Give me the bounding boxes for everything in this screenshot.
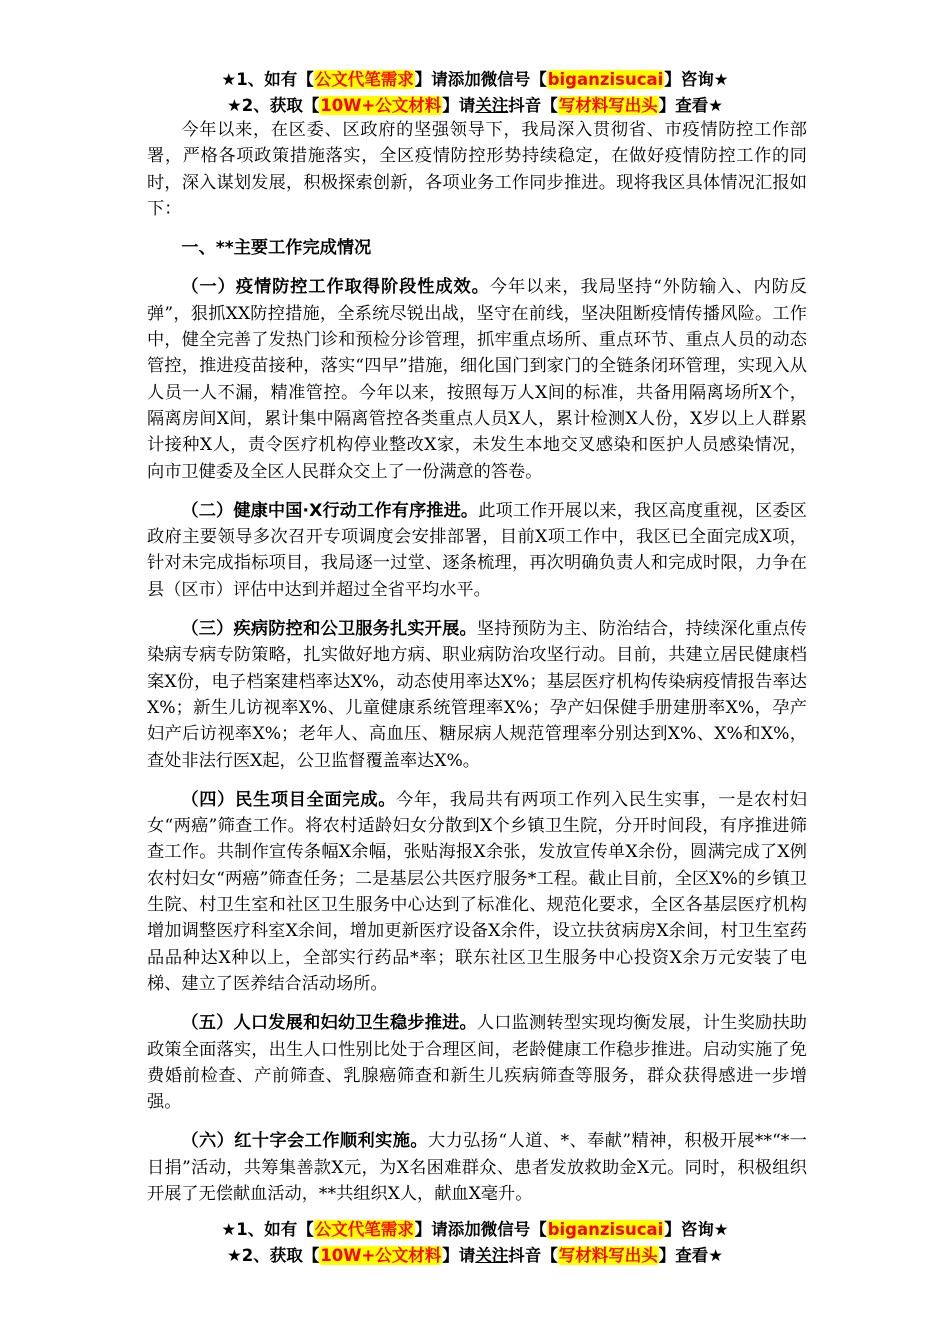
item-paragraph <box>147 787 807 997</box>
item-lead: （六）红十字会工作顺利实施。 <box>181 1131 428 1152</box>
ad-text: 微信号【 <box>480 1220 547 1239</box>
item-lead: （三）疾病防控和公卫服务扎实开展。 <box>181 619 477 640</box>
document-body <box>147 117 807 1207</box>
item-text: 坚持预防为主、防治结合，持续深化重点传染病专病专防策略，扎实做好地方病、职业病防治攻坚行动。目前，共建立居民健康档案X份，电子档案建档率达X%，动态使用率达X%；基层医疗机构传染病疫情报告率达X%；新生儿访视率X%、儿童健康系统管理率X%；孕产妇保健手册建册率X%，孕产妇产后访视率X%；老年人、高血压、糖尿病人规范管理率分别达到X%、X%和X%，查处非法行医X起，公卫监督覆盖率达X%。 <box>147 619 807 771</box>
ad-text: 】请 <box>414 70 448 89</box>
ad-text: 】请 <box>414 1220 448 1239</box>
ad-text: 】咨询★ <box>664 70 729 89</box>
section-heading: 一、**主要工作完成情况 <box>181 238 372 259</box>
item-text: 人口监测转型实现均衡发展，计生奖励扶助政策全面落实，出生人口性别比处于合理区间，老龄健康工作稳步推进。启动实施了免费婚前检查、产前筛查、乳腺癌筛查和新生儿疾病筛查等服务，群众获得感进一步增强。 <box>147 1013 807 1113</box>
ad-text: 】咨询★ <box>664 1220 729 1239</box>
ad-text: 关注 <box>475 1246 509 1265</box>
ad-banner-bottom-1 <box>0 1216 950 1244</box>
ad-text: ★1、如有【 <box>221 1220 314 1239</box>
ad-text: 添加 <box>447 70 481 89</box>
ad-text: ★2、获取【 <box>226 1246 320 1265</box>
ad-text: 】请 <box>442 96 476 115</box>
ad-text: 关注 <box>475 96 509 115</box>
ad-text: 】请 <box>442 1246 476 1265</box>
ad-banner-top-2 <box>0 92 950 120</box>
item-paragraph <box>147 1010 807 1115</box>
ad-text: 抖音【 <box>508 1246 558 1265</box>
ad-text: ★1、如有【 <box>221 70 314 89</box>
item-paragraph <box>147 616 807 774</box>
ad-highlight: 公文代笔需求 <box>314 70 414 89</box>
ad-text: 添加 <box>447 1220 481 1239</box>
item-text: 今年，我局共有两项工作列入民生实事，一是农村妇女“两癌”筛查工作。将农村适龄妇女分散到X个乡镇卫生院，分开时间段，有序推进筛查工作。共制作宣传条幅X余幅，张贴海报X余张，发放宣传单X余份，圆满完成了X例农村妇女“两癌”筛查任务；二是基层公共医疗服务*工程。截止目前，全区X%的乡镇卫生院、村卫生室和社区卫生服务中心达到了标准化、规范化要求，全区各基层医疗机构增加调整医疗科室X余间，增加更新医疗设备X余件，设立扶贫病房X余间，村卫生室药品品种达X种以上，全部实行药品*率；联东社区卫生服务中心投资X余万元安装了电梯、建立了医养结合活动场所。 <box>147 789 807 994</box>
ad-text: ★2、获取【 <box>226 96 320 115</box>
ad-banner-bottom-2 <box>0 1242 950 1270</box>
item-lead: （四）民生项目全面完成。 <box>181 789 397 810</box>
item-text: 今年以来，我局坚持“外防输入、内防反弹”，狠抓XX防控措施，全系统尽锐出战，坚守在前线，坚决阻断疫情传播风险。工作中，健全完善了发热门诊和预检分诊管理，抓牢重点场所、重点环节、重点人员的动态管控，推进疫苗接种，落实“四早”措施，细化国门到家门的全链条闭环管理，实现入从人员一人不漏，精准管控。今年以来，按照每万人X间的标准，共备用隔离场所X个，隔离房间X间，累计集中隔离管控各类重点人员X人，累计检测X人份，X岁以上人群累计接种X人，责令医疗机构停业整改X家，未发生本地交叉感染和医护人员感染情况，向市卫健委及全区人民群众交上了一份满意的答卷。 <box>147 277 807 482</box>
ad-text: 抖音【 <box>508 96 558 115</box>
item-lead: （五）人口发展和妇幼卫生稳步推进。 <box>181 1013 477 1034</box>
ad-text: 】查看★ <box>658 1246 724 1265</box>
ad-highlight: 公文代笔需求 <box>314 1220 414 1239</box>
item-paragraph <box>147 1128 807 1207</box>
ad-highlight: 10W+公文材料 <box>320 1246 442 1265</box>
ad-highlight: 写材料写出头 <box>558 96 658 115</box>
item-text: 此项工作开展以来，我区高度重视，区委区政府主要领导多次召开专项调度会安排部署，目前X项工作中，我区已全面完成X项，针对未完成指标项目，我局逐一过堂、逐条梳理，再次明确负责人和完成时限，力争在县（区市）评估中达到并超过全省平均水平。 <box>147 500 807 600</box>
ad-text: 】查看★ <box>658 96 724 115</box>
item-lead: （二）健康中国·X行动工作有序推进。 <box>181 500 479 521</box>
item-text: 大力弘扬“人道、*、奉献”精神，积极开展**“*一日捐”活动，共筹集善款X元，为X名困难群众、患者发放救助金X元。同时，积极组织开展了无偿献血活动，**共组织X人，献血X毫升。 <box>147 1131 807 1204</box>
ad-wechat-id: biganzisucai <box>547 70 664 89</box>
item-paragraph <box>147 498 807 603</box>
intro-paragraph: 今年以来，在区委、区政府的坚强领导下，我局深入贯彻省、市疫情防控工作部署，严格各项政策措施落实，全区疫情防控形势持续稳定，在做好疫情防控工作的同时，深入谋划发展，积极探索创新，各项业务工作同步推进。现将我区具体情况汇报如下： <box>147 120 807 219</box>
ad-banner-top-1 <box>0 66 950 94</box>
ad-wechat-id: biganzisucai <box>547 1220 664 1239</box>
item-lead: （一）疫情防控工作取得阶段性成效。 <box>181 277 490 298</box>
ad-highlight: 写材料写出头 <box>558 1246 658 1265</box>
ad-highlight: 10W+公文材料 <box>320 96 442 115</box>
ad-text: 微信号【 <box>480 70 547 89</box>
item-paragraph <box>147 274 807 484</box>
